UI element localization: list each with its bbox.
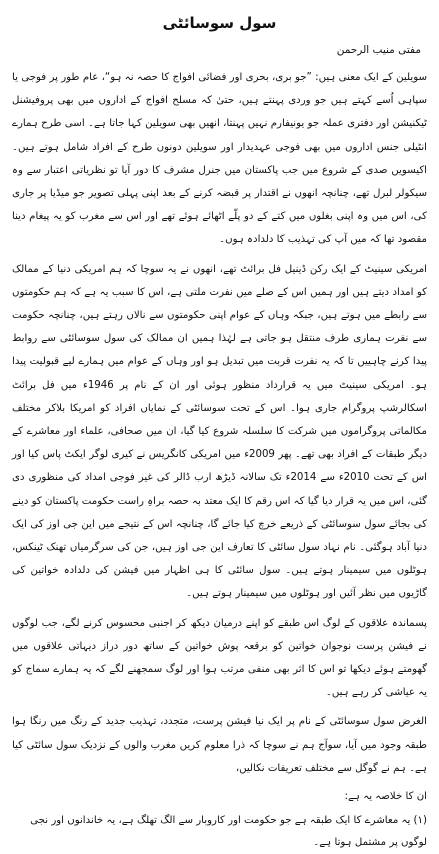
article-author: مفتی منیب الرحمن xyxy=(336,44,421,56)
paragraph-4: الغرض سول سوسائٹی کے نام پر ایک نیا فیشن پرست، متجدد، تہذیب جدید کے رنگ میں رنگا ہوا طبقہ وجود میں آیا، سوآج ہم نے سوچا کہ ذرا معلوم کریں مغرب والوں کے نزدیک سول سائٹی کیا ہے۔ ہم نے گوگل سے مختلف تعریفات نکالیں، xyxy=(12,716,427,774)
article-title: سول سوسائٹی xyxy=(162,14,277,32)
summary-item-1: (۱) یہ معاشرے کا ایک طبقہ ہے جو حکومت اور کاروبار سے الگ تھلگ ہے، یہ خاندانوں اور نجی لوگوں پر مشتمل ہوتا ہے۔ xyxy=(30,815,427,849)
paragraph-1: سویلین کے ایک معنی ہیں: ”جو بری، بحری اور فضائی افواج کا حصہ نہ ہو“، عام طور پر فوجی یا سپاہی اُسے کہتے ہیں جو وردی پہنتے ہیں، حتیٰ کہ مسلح افواج کے اداروں میں بھی پروفیشنل ٹیکنیشن اور دفتری عملہ جو یونیفارم نہیں پہنتا، انھیں بھی سویلین کہا جاتا ہے۔ اسی طرح ہمارے انٹیلی جنس اداروں میں بھی فوجی عہدیدار اور سویلین دونوں طرح کے افراد شامل ہوتے ہیں۔ اکیسویں صدی کے شروع میں جب پاکستان میں جنرل مشرف کا دور آیا تو نظریاتی اعتبار سے وہ سیکولر لبرل تھے، چنانچہ انھوں نے اقتدار پر قبضہ کرنے کے بعد اپنی پہلی تصویر جو میڈیا پر جاری کی، اس میں وہ اپنی بغلوں میں کتے کے دو پلّے اٹھائے ہوئے تھے اور اس سے مغرب کو یہ پیغام دینا مقصود تھا کہ میں آپ کی تہذیب کا دلدادہ ہوں۔ xyxy=(12,72,427,246)
paragraph-2: امریکی سینیٹ کے ایک رکن ڈینیل فل برائٹ تھے، انھوں نے یہ سوچا کہ ہم امریکی دنیا کے ممالک کو امداد دیتے ہیں اور ہمیں اس کے صلے میں نفرت ملتی ہے، اس کا سبب یہ ہے کہ ہم حکومتوں سے رابطے میں ہوتے ہیں، جبکہ وہاں کے عوام اپنی حکومتوں سے نالاں رہتے ہیں، چنانچہ حکومت سے نفرت ہماری طرف منتقل ہو جاتی ہے لہٰذا ہمیں ان ممالک کی سول سوسائٹی سے روابط پیدا کرنے چاہییں تا کہ یہ نفرت قربت میں تبدیل ہو اور وہاں کے عوام میں ہمارے لیے قبولیت پیدا ہو۔ امریکی سینیٹ میں یہ قرارداد منظور ہوئی اور ان کے نام پر 1946ء میں فل برائٹ اسکالرشپ پروگرام جاری ہوا۔ اس کے تحت سوسائٹی کے نمایاں افراد کو امریکا بلاکر مختلف مکالماتی پروگراموں میں شرکت کا سلسلہ شروع کیا گیا، ان میں صحافی، علماء اور معاشرے کے دیگر طبقات کے افراد بھی تھے۔ پھر 2009ء میں امریکی کانگریس نے کیری لوگر ایکٹ پاس کیا اور اس کے تحت 2010ء سے 2014ء تک سالانہ ڈیڑھ ارب ڈالر کی غیر فوجی امداد کی منظوری دی گئی، اس میں یہ قرار دیا گیا کہ اس رقم کا ایک معتد بہ حصہ براہِ راست حکومت پاکستان کو دینے کی بجائے سول سوسائٹی کے ذریعے خرچ کیا جائے گا، چنانچہ اس کے نتیجے میں این جی اوز کی ایک دنیا آباد ہوگئی۔ نام نہاد سول سائٹی کا تعارف این جی اوز ہیں، جن کی سرگرمیاں تھنک ٹینکس، ہوٹلوں میں سیمینار ہوتے ہیں۔ سول سائٹی کا ہی اظہار میں فیشن کی دلدادہ خواتین کی گاڑیوں میں نظر آئیں اور ہوٹلوں میں سیمینار ہوتے ہیں۔ xyxy=(12,263,427,600)
paragraph-3: پسماندہ علاقوں کے لوگ اس طبقے کو اپنے درمیان دیکھ کر اجنبی محسوس کرنے لگے، جب لوگوں نے فیشن پرست نوجوان خواتین کو برقعہ پوش خواتین کے ساتھ دور دراز دیہاتی علاقوں میں گھومتے ہوئے دیکھا تو اس کا اثر بھی منفی مرتب ہوا اور لوگ سمجھنے لگے کہ یہ ہمارے سماج کو یہ عیاشی کر رہے ہیں۔ xyxy=(12,617,427,699)
summary-heading: ان کا خلاصہ یہ ہے: xyxy=(344,791,427,803)
